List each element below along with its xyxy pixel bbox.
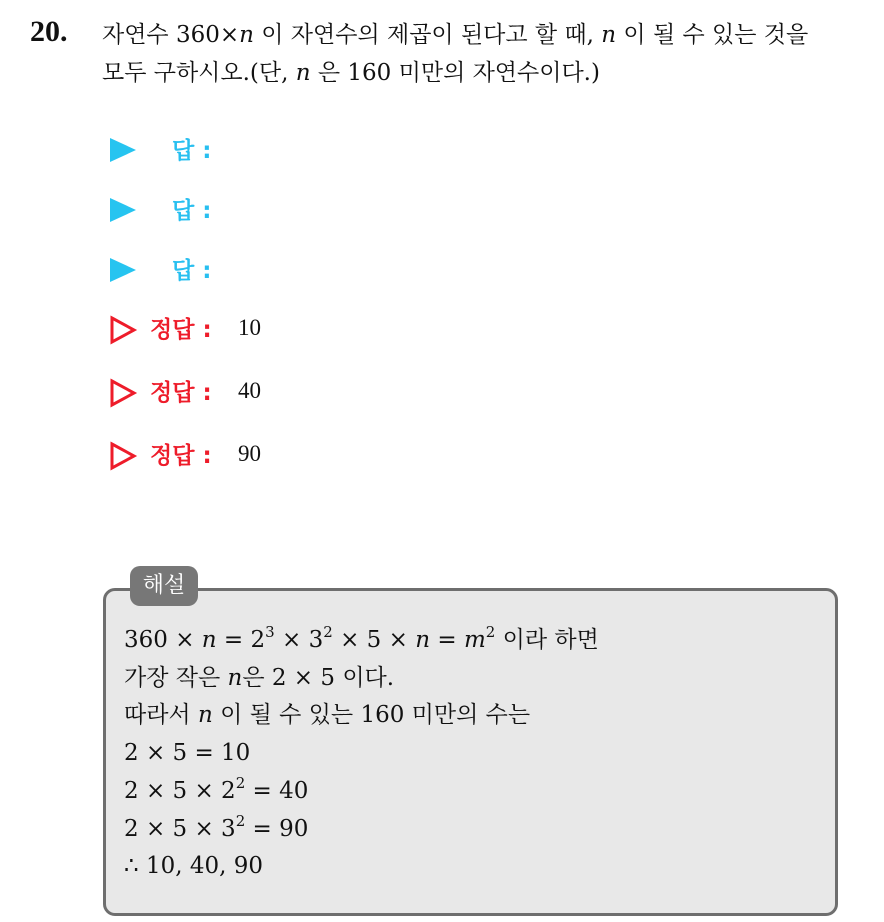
explanation-line-7: ∴ 10, 40, 90 xyxy=(124,853,263,880)
exponent: 2 xyxy=(235,811,246,830)
text-segment: 2 × 5 × 2 xyxy=(124,777,236,804)
outline-triangle-right-icon xyxy=(110,442,136,470)
question-line-2 xyxy=(102,54,872,92)
exponent: 2 xyxy=(323,623,333,641)
text-segment: × 3 xyxy=(274,627,324,653)
solid-triangle-right-icon xyxy=(110,258,136,282)
explanation-text xyxy=(124,622,824,886)
answer-label: 답 : xyxy=(172,138,212,164)
variable-n: n xyxy=(201,627,217,653)
text-segment: 2 × 5 × 3 xyxy=(124,815,236,842)
explanation-line-2 xyxy=(124,660,824,698)
correct-answer-2 xyxy=(110,369,510,432)
exponent: 3 xyxy=(265,623,275,641)
question-number: 20. xyxy=(30,15,68,48)
text-segment: = 2 xyxy=(216,627,266,653)
correct-answer-label: 정답 : xyxy=(150,443,212,469)
text-segment: 가장 작은 xyxy=(124,664,228,691)
answer-blank-1[interactable] xyxy=(110,126,510,186)
explanation-title: 해설 xyxy=(130,566,198,606)
answer-blank-3[interactable] xyxy=(110,246,510,306)
text-segment: 은 2 × 5 이다. xyxy=(242,664,395,691)
explanation-line-5 xyxy=(124,773,824,811)
answer-section xyxy=(110,126,510,495)
variable-n: n xyxy=(197,702,213,729)
text-segment: = 90 xyxy=(245,815,309,842)
explanation-line-6 xyxy=(124,811,824,849)
variable-n: n xyxy=(227,664,243,691)
correct-answer-value: 90 xyxy=(238,441,261,466)
correct-answer-value: 10 xyxy=(238,315,261,340)
text-segment: 이 될 수 있는 것을 xyxy=(616,22,809,48)
variable-n: n xyxy=(295,60,311,86)
text-segment: 이라 하면 xyxy=(495,627,599,653)
answer-label: 답 : xyxy=(172,258,212,284)
question-line-1 xyxy=(102,16,872,54)
text-segment: 모두 구하시오.(단, xyxy=(102,60,296,86)
outline-triangle-right-icon xyxy=(110,316,136,344)
variable-n: n xyxy=(601,22,617,48)
text-segment: = xyxy=(430,627,464,653)
question-text xyxy=(102,16,872,92)
exponent: 2 xyxy=(485,623,496,641)
text-segment: = 40 xyxy=(245,777,309,804)
answer-label: 답 : xyxy=(172,198,212,224)
variable-m: m xyxy=(463,627,486,653)
explanation-line-3 xyxy=(124,697,824,735)
correct-answer-3 xyxy=(110,432,510,495)
text-segment: 따라서 xyxy=(124,702,198,729)
text-segment: 자연수 360× xyxy=(102,22,240,48)
correct-answer-1 xyxy=(110,306,510,369)
correct-answer-label: 정답 : xyxy=(150,317,212,343)
text-segment: 이 자연수의 제곱이 된다고 할 때, xyxy=(253,22,602,48)
correct-answer-label: 정답 : xyxy=(150,380,212,406)
text-segment: 이 될 수 있는 160 미만의 수는 xyxy=(212,702,531,729)
text-segment: × 5 × xyxy=(332,627,416,653)
variable-n: n xyxy=(415,627,431,653)
text-segment: 은 160 미만의 자연수이다.) xyxy=(310,60,600,86)
explanation-line-4: 2 × 5 = 10 xyxy=(124,740,251,767)
solid-triangle-right-icon xyxy=(110,138,136,162)
outline-triangle-right-icon xyxy=(110,379,136,407)
exponent: 2 xyxy=(235,773,246,792)
solid-triangle-right-icon xyxy=(110,198,136,222)
text-segment: 360 × xyxy=(124,627,202,653)
explanation-line-1 xyxy=(124,622,824,660)
variable-n: n xyxy=(239,22,254,48)
answer-blank-2[interactable] xyxy=(110,186,510,246)
correct-answer-value: 40 xyxy=(238,378,261,403)
